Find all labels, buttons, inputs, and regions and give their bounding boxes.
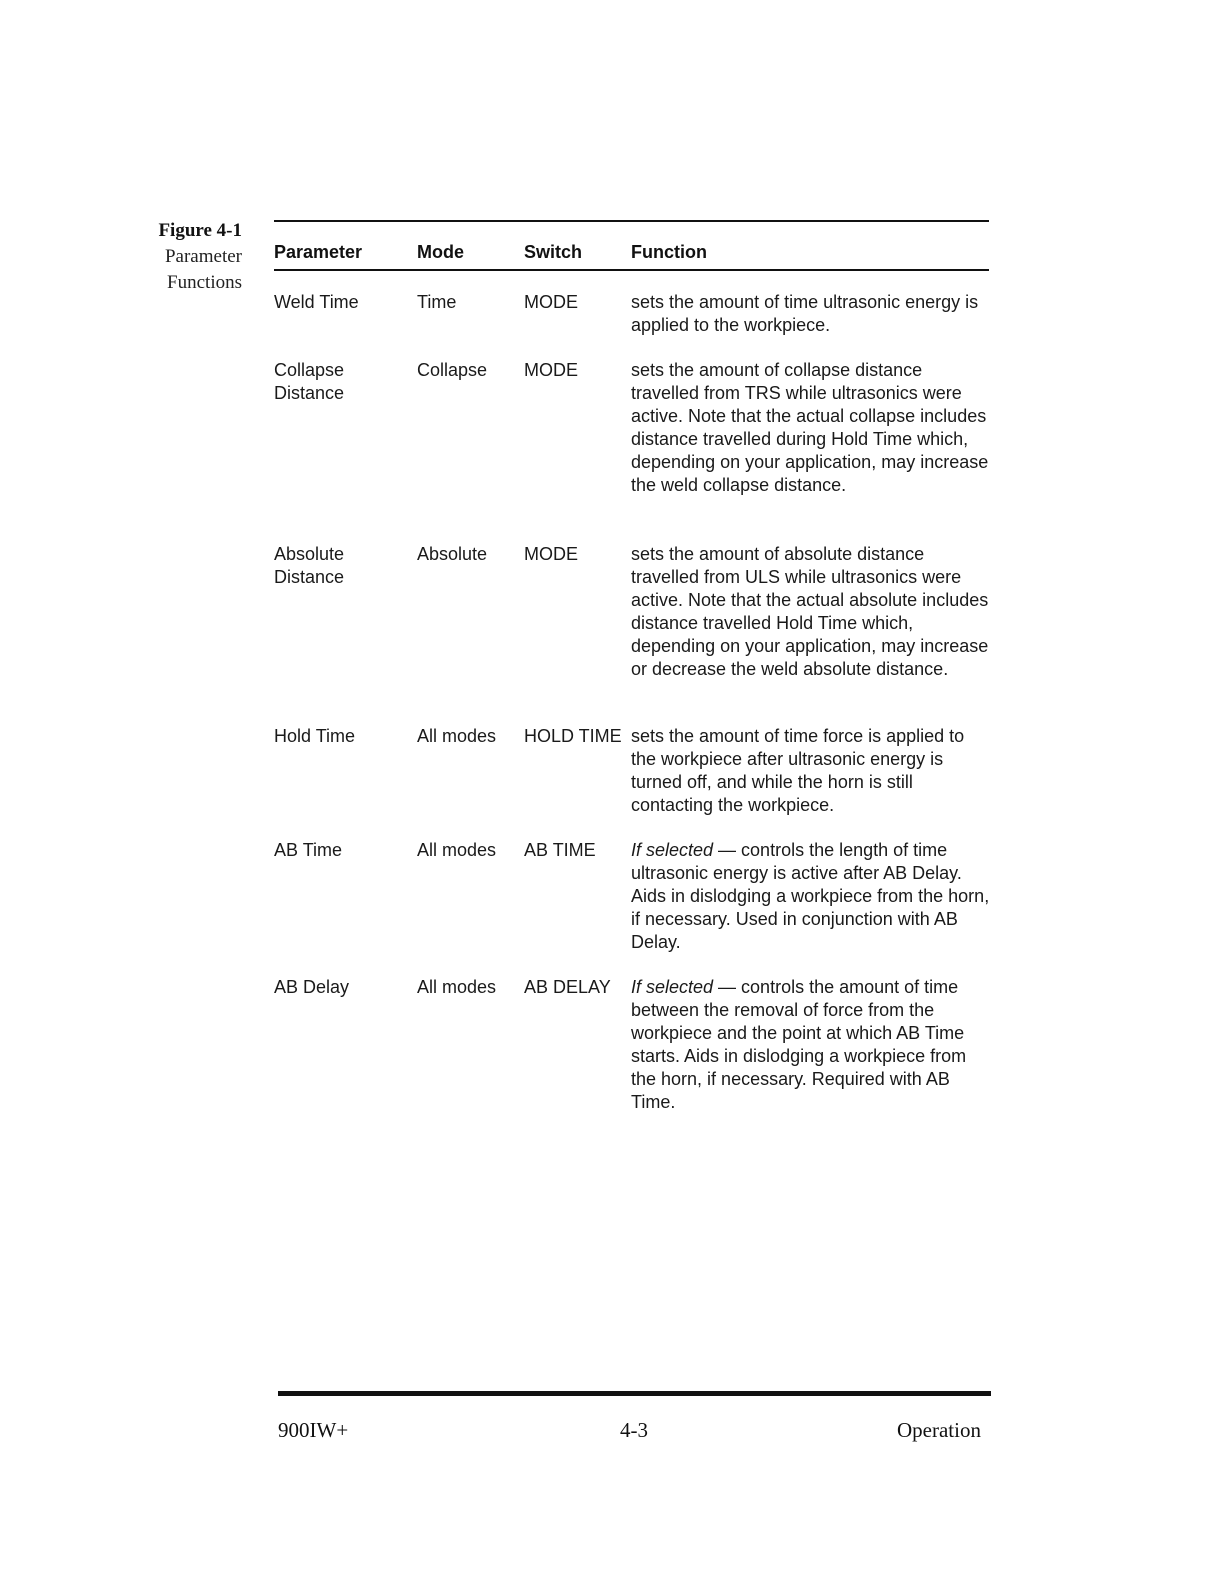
table-row bbox=[274, 543, 989, 725]
row-switch: HOLD TIME bbox=[524, 726, 622, 746]
row-parameter: Hold Time bbox=[274, 726, 356, 746]
table-header-row bbox=[274, 222, 989, 271]
row-switch: MODE bbox=[524, 292, 578, 312]
row-mode: All modes bbox=[417, 977, 497, 997]
row-function bbox=[631, 725, 991, 817]
row-switch: MODE bbox=[524, 544, 578, 564]
row-mode: Time bbox=[417, 292, 457, 312]
row-parameter: Weld Time bbox=[274, 292, 359, 312]
header-mode: Mode bbox=[417, 242, 464, 262]
row-parameter: AB Delay bbox=[274, 977, 350, 997]
row-function bbox=[631, 543, 991, 681]
row-mode: All modes bbox=[417, 840, 497, 860]
footer-product-name: 900IW+ bbox=[278, 1418, 349, 1442]
row-switch: AB TIME bbox=[524, 840, 596, 860]
row-function bbox=[631, 839, 991, 954]
parameter-functions-table bbox=[274, 220, 989, 1116]
table-row bbox=[274, 839, 989, 976]
row-switch: AB DELAY bbox=[524, 977, 611, 997]
footer-rule bbox=[278, 1391, 991, 1396]
table-row bbox=[274, 291, 989, 359]
table-row bbox=[274, 359, 989, 543]
table-row bbox=[274, 725, 989, 839]
row-mode: All modes bbox=[417, 726, 497, 746]
row-function-prefix: If selected bbox=[631, 840, 714, 860]
figure-caption bbox=[150, 218, 242, 296]
figure-number: Figure 4-1 bbox=[158, 220, 242, 241]
footer-page-number: 4-3 bbox=[620, 1418, 648, 1442]
footer-section-name: Operation bbox=[897, 1418, 981, 1442]
row-parameter: AB Time bbox=[274, 840, 343, 860]
row-mode: Collapse bbox=[417, 360, 488, 380]
row-function-text: — controls the length of time ultrasonic energy is active after AB Delay. Aids in dislodging a workpiece from the horn, if necessary. Used in conjunction with AB Delay. bbox=[631, 840, 990, 952]
row-function-text: sets the amount of absolute distance travelled from ULS while ultrasonics were active. Note that the actual absolute includes distance travelled Hold Time which, depending on your application, may increase or decrease the weld absolute distance. bbox=[631, 544, 989, 679]
row-function-text: sets the amount of collapse distance travelled from TRS while ultrasonics were active. Note that the actual collapse includes distance travelled during Hold Time which, depending on your application, may increase the weld collapse distance. bbox=[631, 360, 989, 495]
row-function bbox=[631, 291, 991, 337]
row-parameter: Absolute Distance bbox=[274, 544, 345, 587]
row-switch: MODE bbox=[524, 360, 578, 380]
row-parameter: Collapse Distance bbox=[274, 360, 345, 403]
row-function-prefix: If selected bbox=[631, 977, 714, 997]
header-function: Function bbox=[631, 242, 707, 262]
row-mode: Absolute bbox=[417, 544, 488, 564]
row-function-text: sets the amount of time force is applied to the workpiece after ultrasonic energy is turned off, and while the horn is still contacting the workpiece. bbox=[631, 726, 965, 815]
header-switch: Switch bbox=[524, 242, 583, 262]
row-function-text: — controls the amount of time between the removal of force from the workpiece and the point at which AB Time starts. Aids in dislodging a workpiece from the horn, if necessary. Required with AB Time. bbox=[631, 977, 967, 1112]
figure-title-line2: Functions bbox=[167, 272, 242, 293]
header-parameter: Parameter bbox=[274, 242, 363, 262]
row-function bbox=[631, 976, 991, 1114]
figure-title-line1: Parameter bbox=[164, 246, 242, 267]
table-row bbox=[274, 976, 989, 1116]
row-function-text: sets the amount of time ultrasonic energy is applied to the workpiece. bbox=[631, 292, 979, 335]
row-function bbox=[631, 359, 991, 497]
